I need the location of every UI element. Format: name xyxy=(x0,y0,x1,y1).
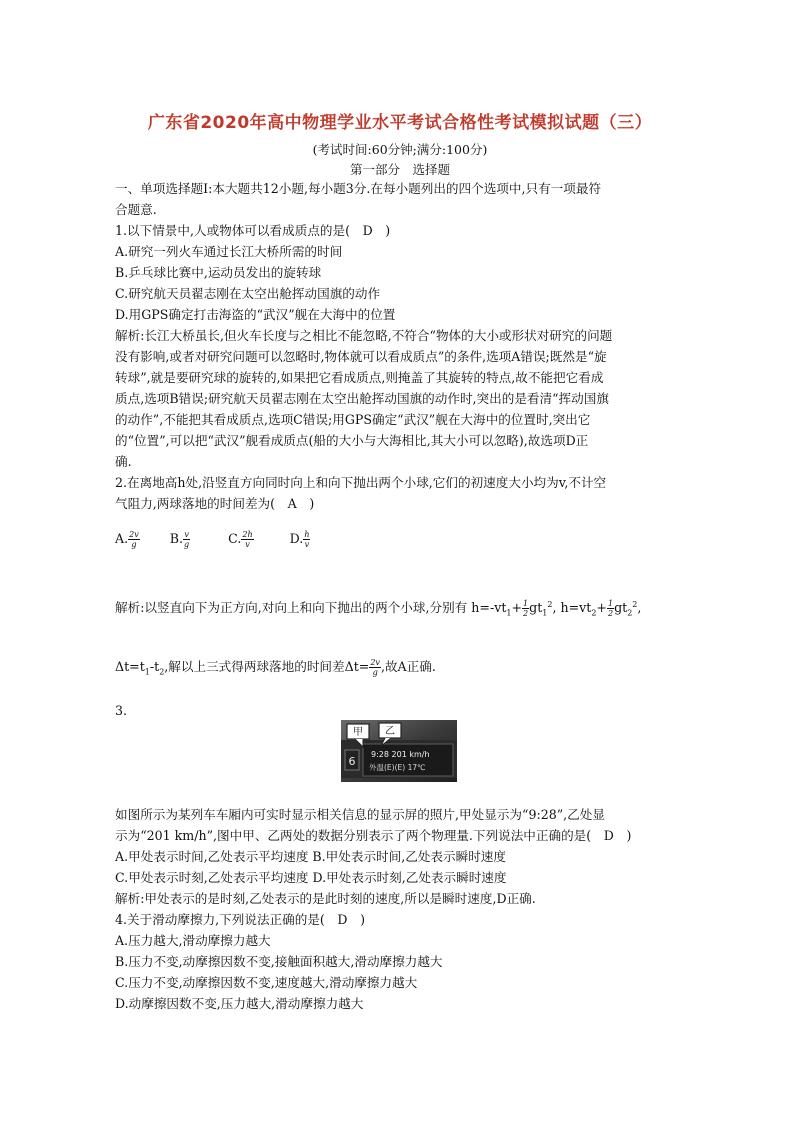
q1-explanation: 确. xyxy=(115,454,132,469)
q1-explanation: 解析:长江大桥虽长,但火车长度与之相比不能忽略,不符合“物体的大小或形状对研究的问题 xyxy=(115,328,613,343)
q1-option-b: B.乒乓球比赛中,运动员发出的旋转球 xyxy=(115,265,322,280)
q3-explanation: 解析:甲处表示的是时刻,乙处表示的是此时刻的速度,所以是瞬时速度,D正确. xyxy=(115,891,536,906)
q4-option-a: A.压力越大,滑动摩擦力越大 xyxy=(115,933,271,948)
q4-stem: 4.关于滑动摩擦力,下列说法正确的是( D ) xyxy=(115,912,366,927)
q3-number: 3. xyxy=(115,703,128,718)
q2-stem-cont: 气阻力,两球落地的时间差为( A ) xyxy=(115,496,315,511)
document-title: 广东省2020年高中物理学业水平考试合格性考试模拟试题（三） xyxy=(147,113,653,133)
q1-explanation: 转球”,就是要研究球的旋转的,如果把它看成质点,则掩盖了其旋转的特点,故不能把它看成 xyxy=(115,370,604,385)
train-display-photo xyxy=(341,720,457,782)
q4-option-c: C.压力不变,动摩擦因数不变,速度越大,滑动摩擦力越大 xyxy=(115,975,418,990)
q4-option-b: B.压力不变,动摩擦因数不变,接触面积越大,滑动摩擦力越大 xyxy=(115,954,443,969)
q3-stem: 如图所示为某列车车厢内可实时显示相关信息的显示屏的照片,甲处显示为“9:28”,乙处显 xyxy=(115,807,605,822)
q3-stem-cont: 示为“201 km/h”,图中甲、乙两处的数据分别表示了两个物理量.下列说法中正确的是( D ) xyxy=(115,828,632,843)
section-instruction: 一、单项选择题Ⅰ:本大题共12小题,每小题3分.在每小题列出的四个选项中,只有一项最符 xyxy=(115,181,602,196)
q1-explanation: 的“位置”,可以把“武汉”舰看成质点(船的大小与大海相比,其大小可以忽略),故选项D正 xyxy=(115,433,589,448)
q4-option-d: D.动摩擦因数不变,压力越大,滑动摩擦力越大 xyxy=(115,996,364,1011)
q2-option-a: A. $\frac{2v}{g}$ xyxy=(115,530,139,549)
q2-option-d: D. $\frac{h}{v}$ xyxy=(289,530,310,549)
q3-options-ab: A.甲处表示时间,乙处表示平均速度 B.甲处表示时间,乙处表示瞬时速度 xyxy=(115,849,506,864)
q2-option-c: C. $\frac{2h}{v}$ xyxy=(228,530,253,549)
q3-options-cd: C.甲处表示时刻,乙处表示平均速度 D.甲处表示时刻,乙处表示瞬时速度 xyxy=(115,870,507,885)
q2-options xyxy=(115,530,310,549)
photo-left-digit: 6 xyxy=(348,755,356,768)
q1-stem: 1.以下情景中,人或物体可以看成质点的是( D ) xyxy=(115,223,391,238)
part-heading: 第一部分 选择题 xyxy=(349,162,450,177)
q1-option-c: C.研究航天员翟志刚在太空出舱挥动国旗的动作 xyxy=(115,286,381,301)
q1-explanation: 质点,选项B错误;研究航天员翟志刚在太空出舱挥动国旗的动作时,突出的是看清“挥动国旗 xyxy=(115,391,609,406)
photo-outside-temp: 外温(E)(E) 17℃ xyxy=(369,763,426,772)
q2-option-b: B. $\frac{v}{g}$ xyxy=(169,530,190,549)
q2-stem: 2.在离地高h处,沿竖直方向同时向上和向下抛出两个小球,它们的初速度大小均为v,不计空 xyxy=(115,475,607,490)
photo-time-speed-reading: 9:28 201 km/h xyxy=(371,750,430,759)
q1-explanation: 没有影响,或者对研究问题可以忽略时,物体就可以看成质点”的条件,选项A错误;既然是“旋 xyxy=(115,349,607,364)
exam-info: (考试时间:60分钟;满分:100分) xyxy=(312,142,488,157)
photo-label-yi: 乙 xyxy=(385,726,395,737)
section-instruction-cont: 合题意. xyxy=(115,202,157,217)
q1-option-a: A.研究一列火车通过长江大桥所需的时间 xyxy=(115,244,343,259)
q1-option-d: D.用GPS确定打击海盗的“武汉”舰在大海中的位置 xyxy=(115,307,396,322)
photo-label-jia: 甲 xyxy=(353,727,363,738)
q1-explanation: 的动作”,不能把其看成质点,选项C错误;用GPS确定“武汉”舰在大海中的位置时,突出它 xyxy=(115,412,591,427)
q2-explanation: 解析:以竖直向下为正方向,对向上和向下抛出的两个小球,分别有 $h=-vt_1+$ $\frac{1}{2}$ $gt_1^2$, $h=vt_2+$ $\frac{1}{2}$ $gt_2^2$, xyxy=(115,599,642,619)
q2-explanation-cont: $\Delta t=t_1-t_2$,解以上三式得两球落地的时间差Δt= $\frac{2v}{g}$ ,故A正确. xyxy=(115,658,436,677)
